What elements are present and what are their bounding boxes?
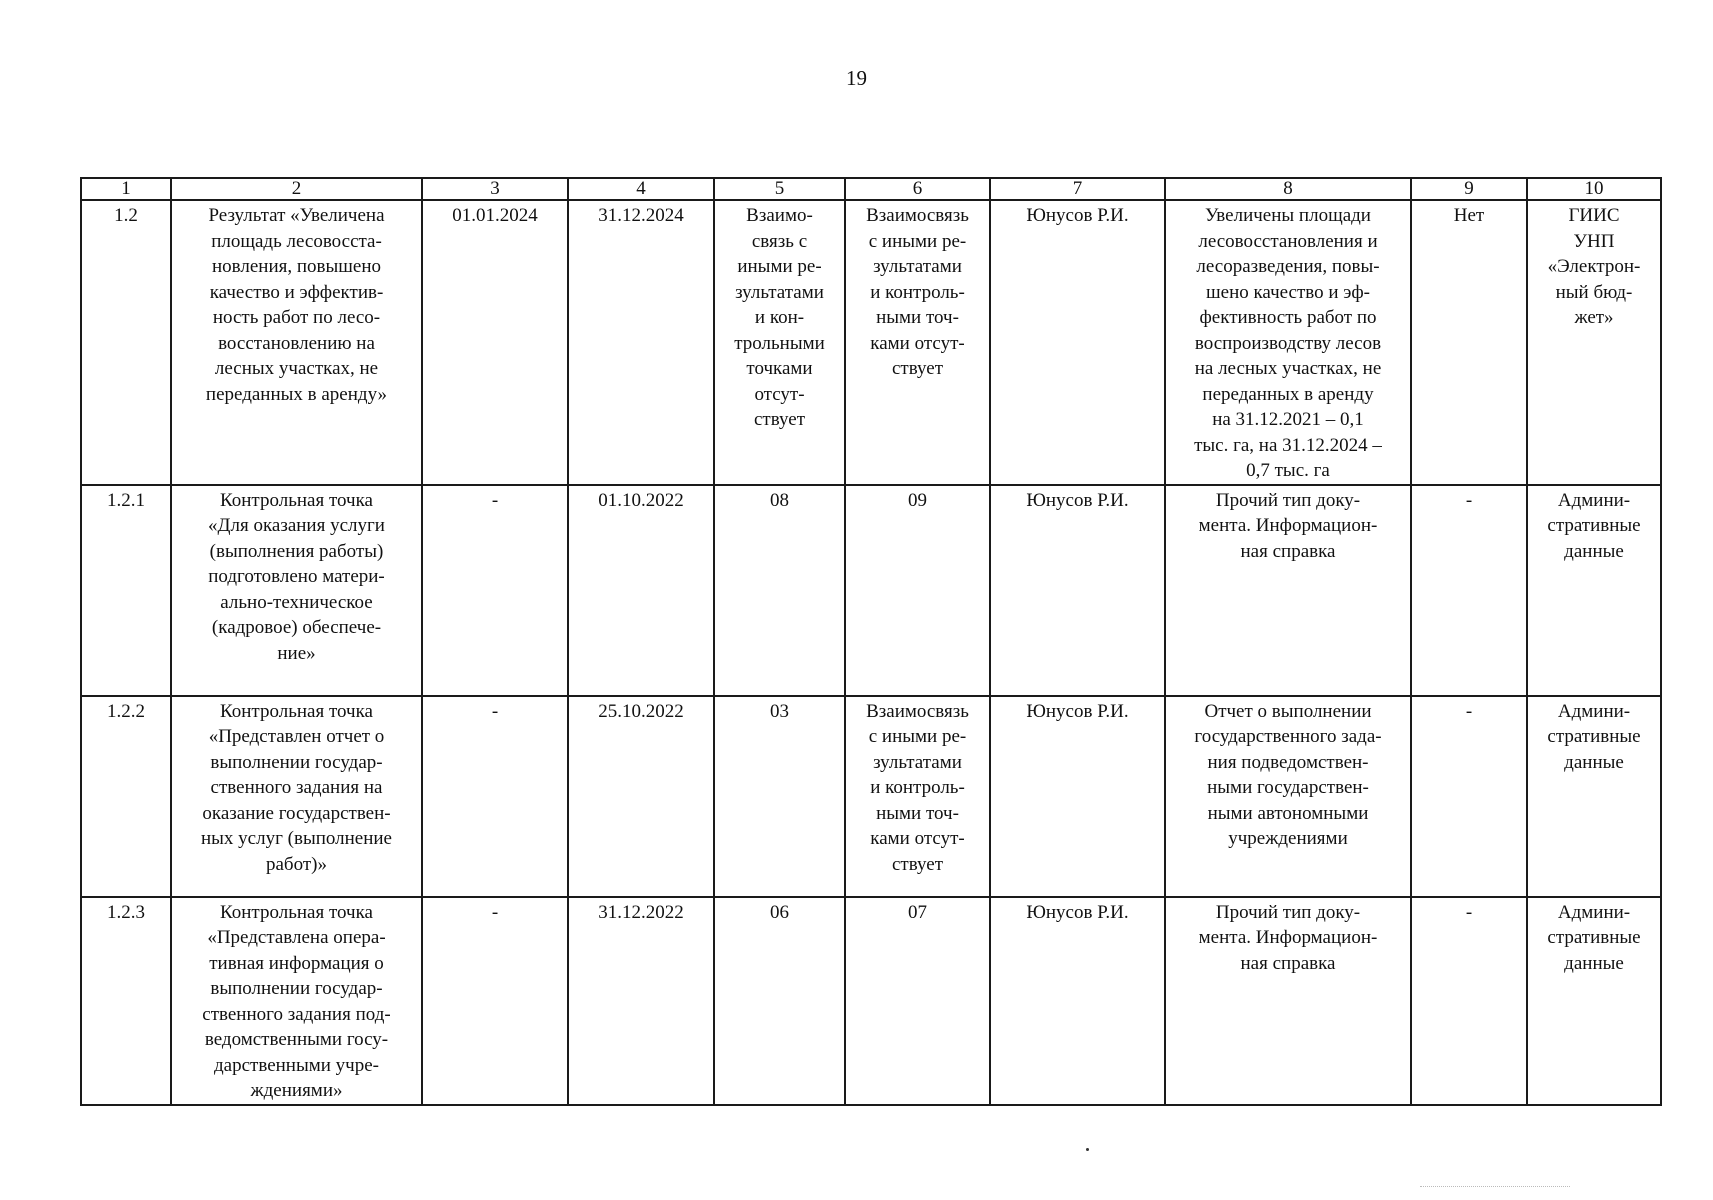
start-date: - [422, 485, 568, 696]
successor: 07 [845, 897, 990, 1105]
info-system: Админи- стративные данные [1527, 485, 1661, 696]
column-header: 5 [714, 178, 845, 200]
successor: Взаимосвязь с иными ре- зультатами и контроль- ными точ- ками отсут- ствует [845, 696, 990, 897]
column-header: 7 [990, 178, 1165, 200]
table-row [81, 485, 1661, 696]
responsible: Юнусов Р.И. [990, 485, 1165, 696]
successor: 09 [845, 485, 990, 696]
end-date: 25.10.2022 [568, 696, 714, 897]
responsible: Юнусов Р.И. [990, 200, 1165, 485]
row-number: 1.2 [81, 200, 171, 485]
start-date: - [422, 897, 568, 1105]
scan-artifact-specks [1420, 1186, 1570, 1189]
start-date: - [422, 696, 568, 897]
scan-artifact-dot [1086, 1148, 1089, 1151]
confirmation: Нет [1411, 200, 1527, 485]
control-points-table [80, 177, 1662, 1106]
predecessor: 06 [714, 897, 845, 1105]
confirmation: - [1411, 897, 1527, 1105]
end-date: 01.10.2022 [568, 485, 714, 696]
info-system: ГИИС УНП «Электрон- ный бюд- жет» [1527, 200, 1661, 485]
end-date: 31.12.2024 [568, 200, 714, 485]
predecessor: 08 [714, 485, 845, 696]
successor: Взаимосвязь с иными ре- зультатами и контроль- ными точ- ками отсут- ствует [845, 200, 990, 485]
info-system: Админи- стративные данные [1527, 897, 1661, 1105]
header-row [81, 178, 1661, 200]
result-document: Прочий тип доку- мента. Информацион- ная справка [1165, 897, 1411, 1105]
result-document: Увеличены площади лесовосстановления и лесоразведения, повы- шено качество и эф- фективность работ по воспроизводству лесов на лесных участках, не переданных в аренду на 31.12.2021 – 0,1 тыс. га, на 31.12.2024 – 0,7 тыс. га [1165, 200, 1411, 485]
row-number: 1.2.2 [81, 696, 171, 897]
table-row [81, 897, 1661, 1105]
row-name: Контрольная точка «Для оказания услуги (выполнения работы) подготовлено матери- ально-техническое (кадровое) обеспече- ние» [171, 485, 422, 696]
column-header: 8 [1165, 178, 1411, 200]
column-header: 4 [568, 178, 714, 200]
end-date: 31.12.2022 [568, 897, 714, 1105]
row-name: Контрольная точка «Представлена опера- тивная информация о выполнении государ- ственного задания под- ведомственными госу- дарственными учре- ждениями» [171, 897, 422, 1105]
confirmation: - [1411, 696, 1527, 897]
row-name: Контрольная точка «Представлен отчет о выполнении государ- ственного задания на оказание государствен- ных услуг (выполнение работ)» [171, 696, 422, 897]
table-row [81, 696, 1661, 897]
start-date: 01.01.2024 [422, 200, 568, 485]
responsible: Юнусов Р.И. [990, 696, 1165, 897]
confirmation: - [1411, 485, 1527, 696]
info-system: Админи- стративные данные [1527, 696, 1661, 897]
column-header: 1 [81, 178, 171, 200]
table-row [81, 200, 1661, 485]
row-number: 1.2.3 [81, 897, 171, 1105]
column-header: 3 [422, 178, 568, 200]
page-number: 19 [846, 66, 867, 90]
row-number: 1.2.1 [81, 485, 171, 696]
responsible: Юнусов Р.И. [990, 897, 1165, 1105]
result-document: Отчет о выполнении государственного зада- ния подведомствен- ными государствен- ными автономными учреждениями [1165, 696, 1411, 897]
column-header: 10 [1527, 178, 1661, 200]
column-header: 2 [171, 178, 422, 200]
column-header: 9 [1411, 178, 1527, 200]
column-header: 6 [845, 178, 990, 200]
result-document: Прочий тип доку- мента. Информацион- ная справка [1165, 485, 1411, 696]
predecessor: 03 [714, 696, 845, 897]
predecessor: Взаимо- связь с иными ре- зультатами и кон- трольными точками отсут- ствует [714, 200, 845, 485]
row-name: Результат «Увеличена площадь лесовосста- новления, повышено качество и эффектив- ность работ по лесо- восстановлению на лесных участках, не переданных в аренду» [171, 200, 422, 485]
